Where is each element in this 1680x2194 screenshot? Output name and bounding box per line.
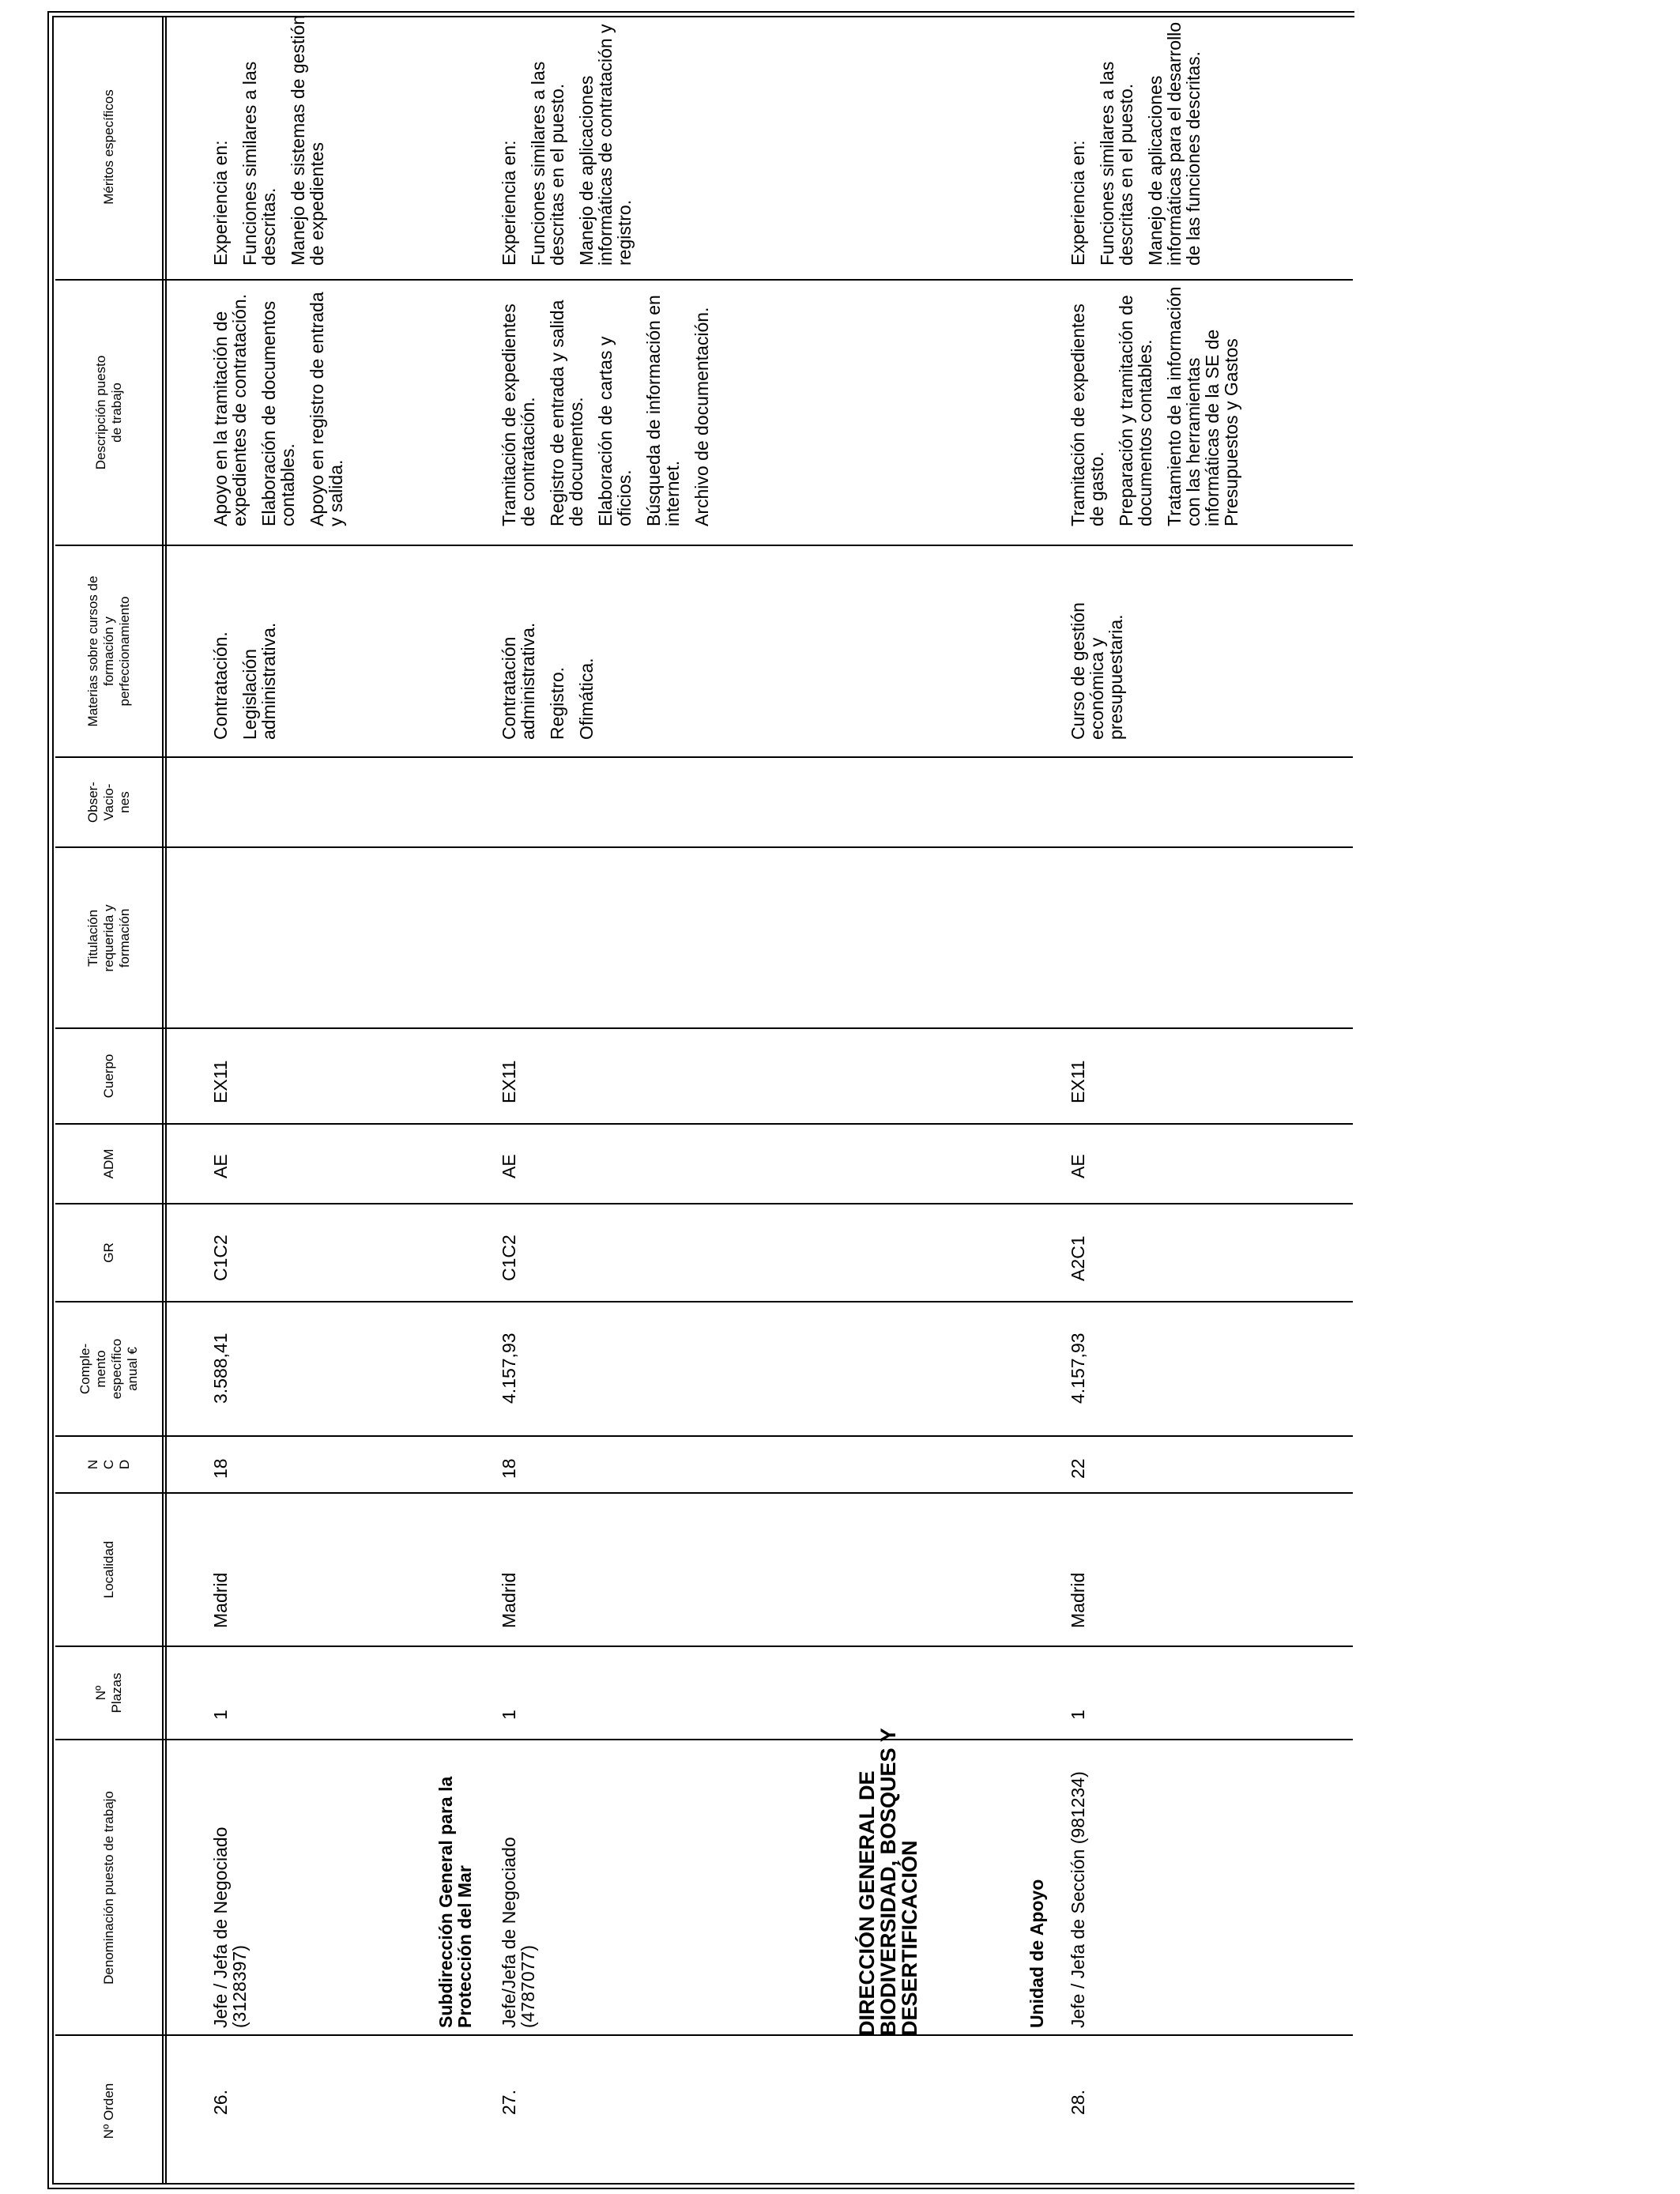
col-line-gr	[55, 1203, 1353, 1204]
adm-26: AE	[210, 1154, 231, 1178]
cuerpo-26: EX11	[210, 1060, 231, 1103]
materias-27-item: Contratación administrativa.	[499, 622, 538, 740]
col-line-denominacion	[55, 1739, 1353, 1740]
ncd-27: 18	[499, 1458, 519, 1479]
ncd-28: 22	[1068, 1458, 1088, 1479]
col-line-materias	[55, 545, 1353, 546]
plazas-28: 1	[1068, 1710, 1088, 1720]
section-unidad-apoyo: Unidad de Apoyo	[1026, 1879, 1047, 2028]
descripcion-27	[499, 285, 721, 526]
header-meritos: Méritos específicos	[100, 89, 116, 205]
header-descripcion: Descripción puesto de trabajo	[92, 355, 124, 470]
col-line-complemento	[55, 1301, 1353, 1302]
descripcion-28-item: Tratamiento de la información con las herramientas informáticas de la SE de Presupuestos y Gastos	[1164, 286, 1241, 526]
descripcion-26-item: Apoyo en registro de entrada y salida.	[307, 292, 346, 526]
orden-26: 26.	[210, 2090, 231, 2115]
localidad-27: Madrid	[499, 1572, 519, 1628]
descripcion-26-item: Elaboración de documentos contables.	[258, 300, 298, 526]
meritos-26-item: Experiencia en:	[210, 140, 231, 266]
localidad-28: Madrid	[1068, 1572, 1088, 1628]
meritos-27-item: Manejo de aplicaciones informáticas de contratación y registro.	[576, 24, 635, 266]
descripcion-27-item: Búsqueda de información en internet.	[643, 295, 683, 526]
materias-26	[211, 554, 288, 740]
adm-27: AE	[499, 1154, 519, 1178]
descripcion-28-item: Tramitación de expedientes de gasto.	[1068, 303, 1107, 526]
descripcion-27-item: Archivo de documentación.	[691, 307, 712, 526]
denominacion-28: Jefe / Jefa de Sección (981234)	[1068, 1771, 1088, 2028]
meritos-28-item: Experiencia en:	[1068, 140, 1088, 266]
col-line-cuerpo	[55, 1027, 1353, 1029]
header-gr: GR	[100, 1242, 116, 1263]
section-direccion-general: DIRECCIÓN GENERAL DE BIODIVERSIDAD, BOSQUES Y DESERTIFICACIÓN	[855, 1728, 921, 2036]
descripcion-27-item: Elaboración de cartas y oficios.	[595, 336, 635, 526]
adm-28: AE	[1068, 1154, 1088, 1178]
header-adm: ADM	[100, 1148, 116, 1179]
meritos-27-item: Experiencia en:	[499, 140, 519, 266]
header-complemento: Comple- mento específico anual €	[77, 1338, 140, 1400]
col-line-localidad	[55, 1492, 1353, 1494]
materias-28	[1068, 554, 1136, 740]
denominacion-26: Jefe / Jefa de Negociado (3128397)	[210, 1826, 250, 2028]
complemento-26: 3.588,41	[210, 1333, 231, 1404]
meritos-26-item: Manejo de sistemas de gestión de expedientes	[288, 14, 327, 266]
cuerpo-28: EX11	[1068, 1060, 1088, 1103]
descripcion-26	[211, 285, 356, 526]
meritos-26	[211, 5, 337, 266]
plazas-27: 1	[499, 1710, 519, 1720]
denominacion-27: Jefe/Jefa de Negociado (4787077)	[499, 1837, 538, 2028]
orden-28: 28.	[1068, 2090, 1088, 2115]
meritos-27-item: Funciones similares a las descritas en el puesto.	[528, 61, 567, 266]
descripcion-27-item: Registro de entrada y salida de documentos.	[547, 300, 586, 526]
materias-26-item: Contratación.	[210, 631, 231, 740]
section-subdireccion: Subdirección General para la Protección del Mar	[435, 1776, 475, 2028]
meritos-26-item: Funciones similares a las descritas.	[239, 61, 279, 266]
meritos-28	[1068, 5, 1213, 266]
orden-27: 27.	[499, 2090, 519, 2115]
col-line-descripcion	[55, 279, 1353, 281]
meritos-28-item: Funciones similares a las descritas en el puesto.	[1097, 61, 1136, 266]
col-line-orden	[55, 2034, 1353, 2036]
header-materias: Materias sobre cursos de formación y perfeccionamiento	[85, 575, 132, 727]
header-localidad: Localidad	[100, 1540, 116, 1599]
col-line-plazas	[55, 1646, 1353, 1647]
descripcion-27-item: Tramitación de expedientes de contratación.	[499, 303, 538, 526]
descripcion-28-item: Preparación y tramitación de documentos contables.	[1116, 295, 1155, 526]
materias-27-item: Ofimática.	[576, 658, 597, 740]
cuerpo-27: EX11	[499, 1060, 519, 1103]
complemento-28: 4.157,93	[1068, 1333, 1088, 1404]
plazas-26: 1	[210, 1710, 231, 1720]
gr-28: A2C1	[1068, 1235, 1088, 1281]
header-orden: Nº Orden	[100, 2083, 116, 2139]
gr-27: C1C2	[499, 1235, 519, 1281]
header-cuerpo: Cuerpo	[100, 1054, 116, 1099]
col-line-titulacion	[55, 846, 1353, 848]
gr-26: C1C2	[210, 1235, 231, 1281]
materias-26-item: Legislación administrativa.	[239, 622, 279, 740]
complemento-27: 4.157,93	[499, 1333, 519, 1404]
col-line-adm	[55, 1123, 1353, 1125]
header-denominacion: Denominación puesto de trabajo	[100, 1791, 116, 1985]
descripcion-26-item: Apoyo en la tramitación de expedientes de contratación.	[210, 293, 250, 526]
descripcion-28	[1068, 285, 1251, 526]
meritos-27	[499, 5, 644, 266]
ncd-26: 18	[210, 1458, 231, 1479]
header-observaciones: Obser- Vacio- nes	[85, 782, 132, 823]
meritos-28-item: Manejo de aplicaciones informáticas para el desarrollo de las funciones descritas.	[1145, 21, 1203, 266]
materias-27	[499, 554, 606, 740]
header-ncd: N C D	[85, 1459, 132, 1470]
header-titulacion: Titulación requerida y formación	[85, 904, 132, 972]
localidad-26: Madrid	[210, 1572, 231, 1628]
col-line-observaciones	[55, 756, 1353, 758]
materias-27-item: Registro.	[547, 666, 567, 740]
header-plazas: Nº Plazas	[92, 1672, 124, 1713]
materias-28-item: Curso de gestión económica y presupuestaria.	[1068, 602, 1126, 740]
col-line-ncd	[55, 1435, 1353, 1437]
